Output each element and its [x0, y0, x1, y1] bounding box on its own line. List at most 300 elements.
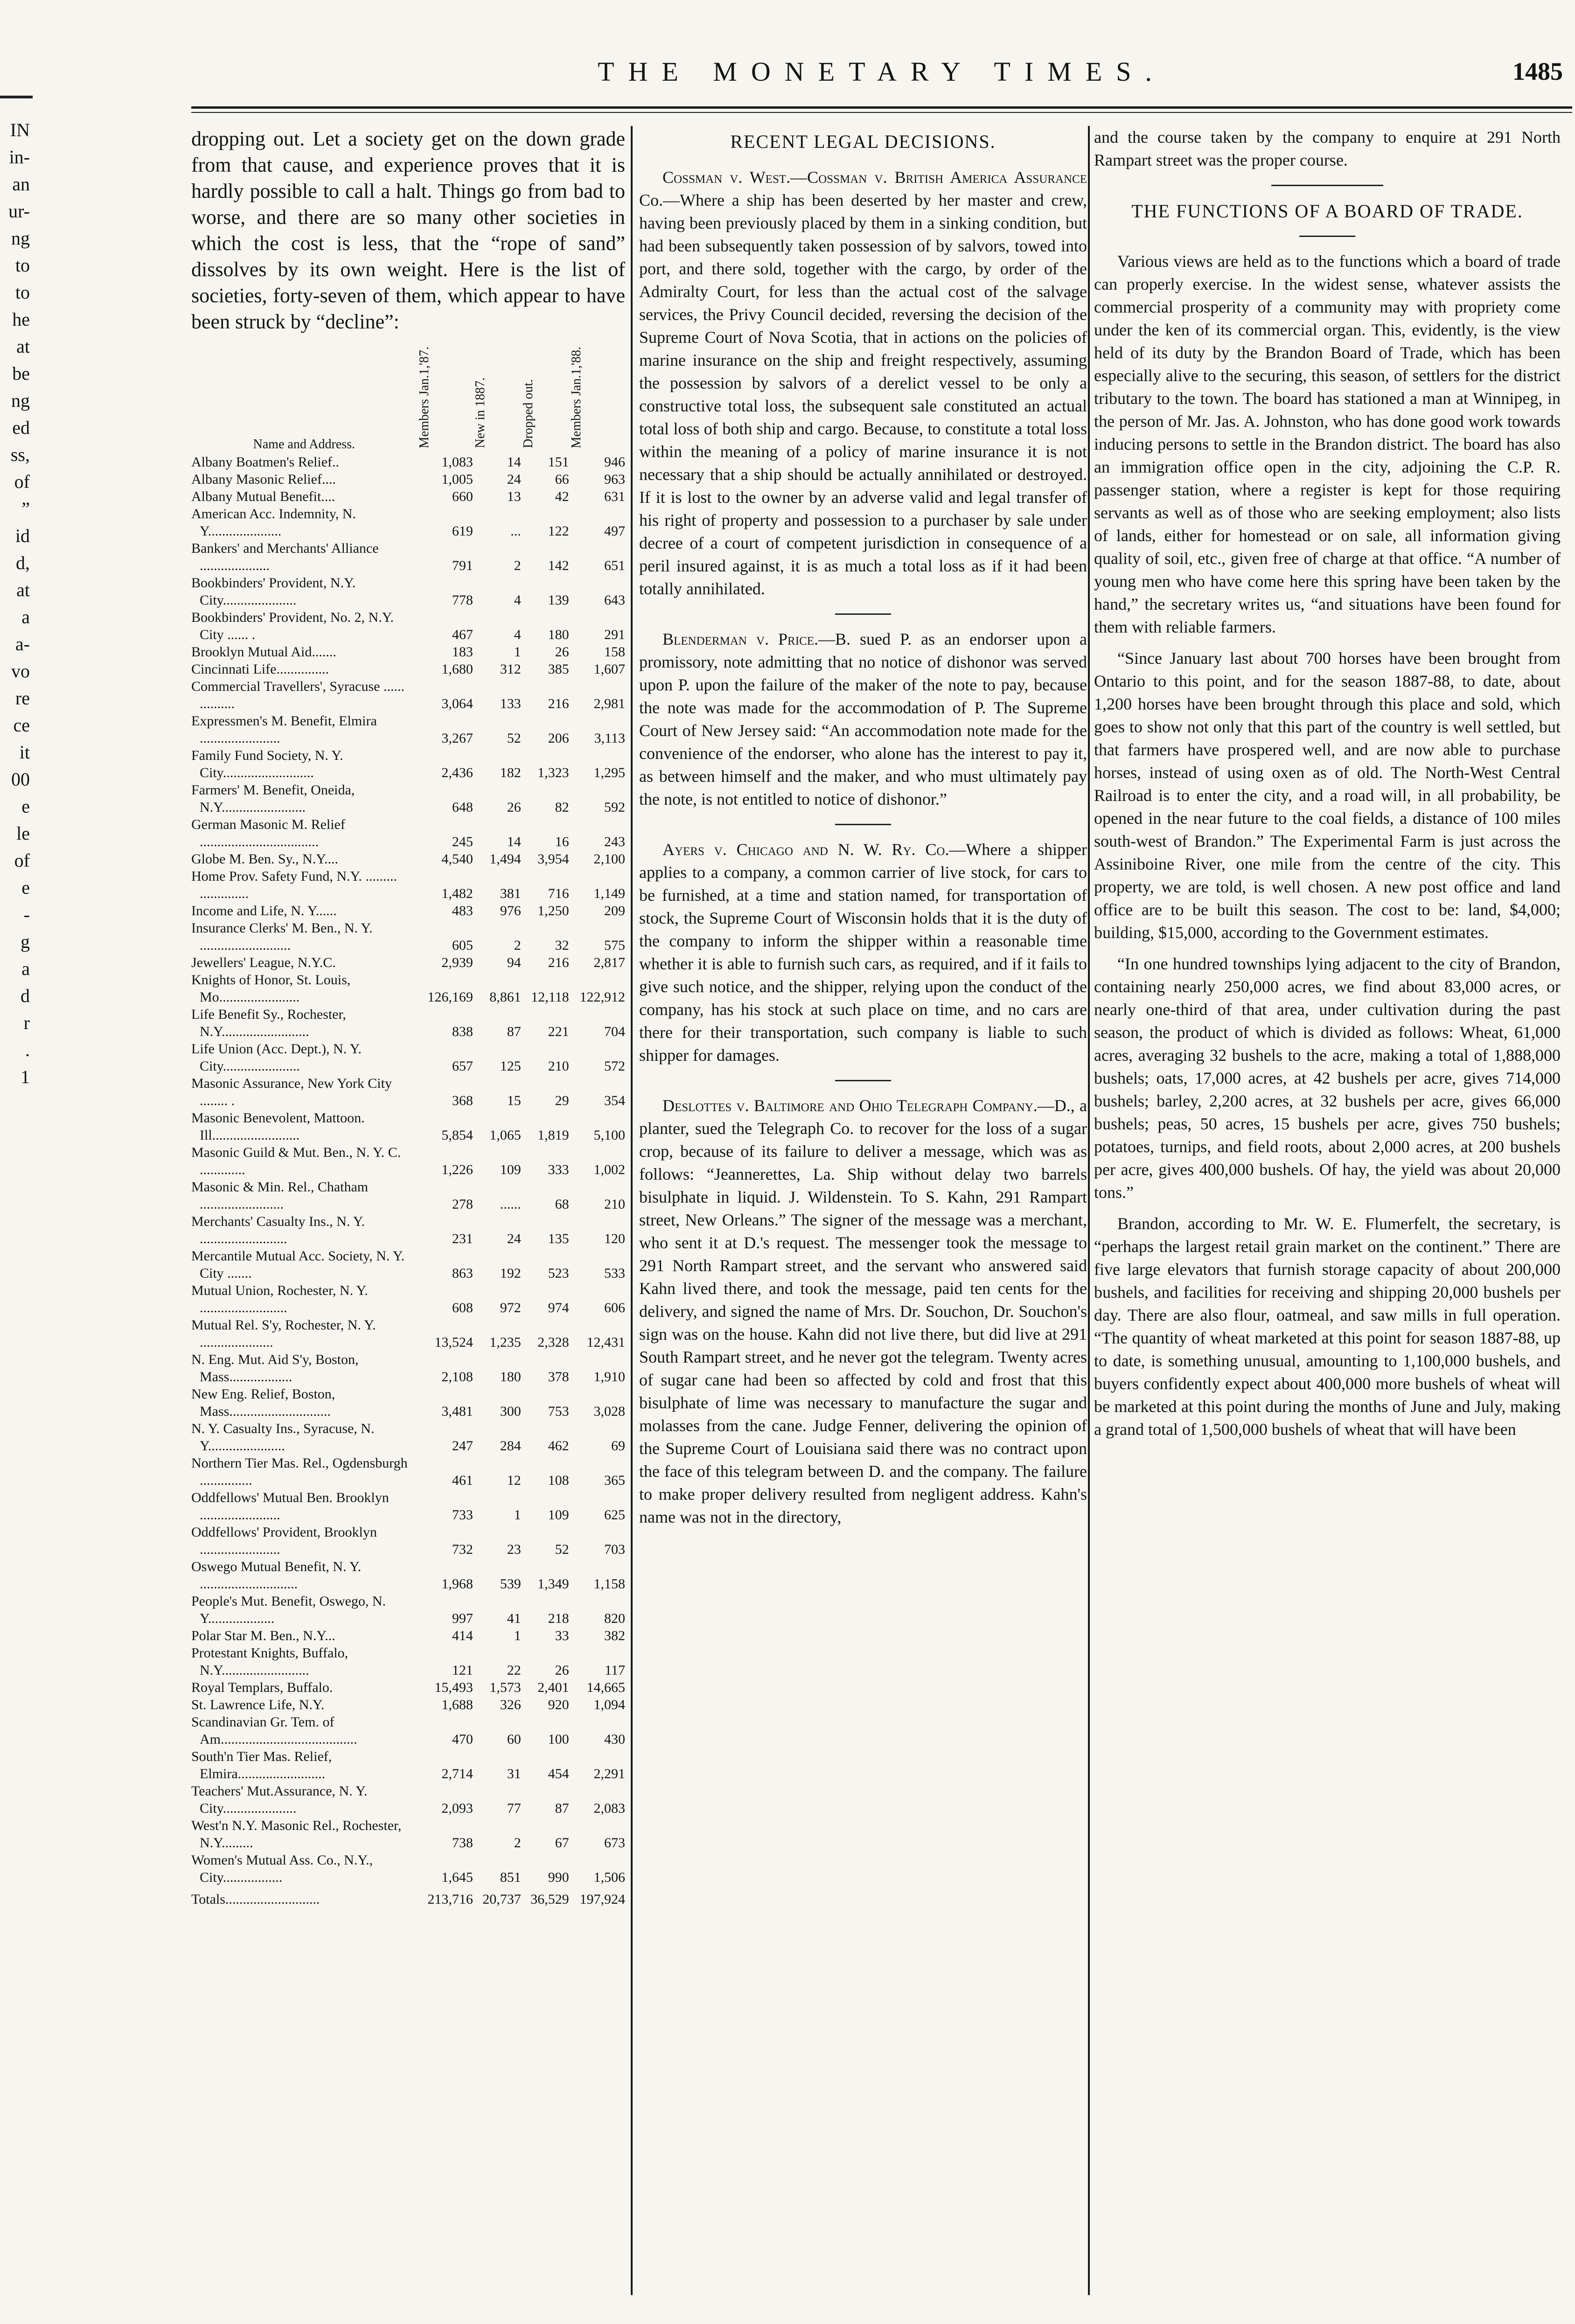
table-row [191, 1748, 625, 1782]
edge-fragment: to [15, 282, 30, 303]
table-cell: 4 [514, 592, 521, 608]
table-cell: 52 [555, 1542, 569, 1558]
society-name: Cincinnati Life............... [191, 661, 329, 677]
case-paragraph [639, 1094, 1087, 1529]
table-cell: 2 [514, 558, 521, 574]
case-title: Ayers v. Chicago and N. W. Ry. Co. [662, 840, 949, 859]
table-cell: 15 [507, 1093, 521, 1109]
table-cell: 326 [500, 1697, 521, 1713]
table-cell: 182 [500, 765, 521, 781]
table-cell: 3,113 [594, 731, 625, 746]
table-cell: 673 [604, 1835, 625, 1851]
table-cell: 1 [514, 1507, 521, 1523]
table-cell: 100 [548, 1732, 569, 1747]
article-paragraph: Brandon, according to Mr. W. E. Flumerfelt, the secretary, is “perhaps the largest retail grain market on the continent.” There are five large elevators that furnish storage capacity of about 200,000 bushels, and facilities for receiving and shipping 20,000 bushels per day. There are also flour, oatmeal, and saw mills in full operation. “The quantity of wheat marketed at this point for season 1887-88, up to date, is something unusual, amounting to 1,100,000 bushels, and buyers confidently expect about 400,000 more bushels of wheat will be marketed at this point during the months of June and July, making a grand total of 1,500,000 bushels of wheat that will have been [1094, 1214, 1561, 1439]
table-cell: 16 [555, 834, 569, 850]
table-cell: 31 [507, 1766, 521, 1782]
separator [835, 1080, 891, 1081]
case-text: Co.—Where a ship has been deserted by her master and crew, having been previously placed by them in a sinking condition, but had been subsequently taken possession of by salvors, towed into port, and there sold, together with the cargo, by order of the Admiralty Court, for less than the actual cost of the salvage services, the Privy Council decided, reversing the decision of the Supreme Court of Nova Scotia, that in actions on the policies of marine insurance on the ship and freight respectively, assuming the possession by salvors of a derelict vessel to be only a constructive total loss, the subsequent sale constituted an actual total loss of both ship and cargo. Because, to constitute a total loss within the meaning of a policy of marine insurance it is not necessary that a ship should be actually annihilated or destroyed. If it is lost to the owner by an adverse valid and legal transfer of his right of property and possession to a purchaser by sale under decree of a court of competent jurisdiction in consequence of a peril insured against, it is as much a total loss as if it had been totally annihilated. [639, 191, 1087, 598]
table-cell: 60 [507, 1732, 521, 1747]
table-cell: 753 [548, 1404, 569, 1419]
table-cell: 733 [452, 1507, 473, 1523]
table-cell: 120 [604, 1231, 625, 1247]
table-cell: 1,094 [593, 1697, 625, 1713]
society-name: American Acc. Indemnity, N. Y..................... [191, 506, 356, 539]
table-cell: 539 [500, 1576, 521, 1592]
table-cell: 300 [500, 1404, 521, 1419]
society-name: N. Eng. Mut. Aid S'y, Boston, Mass.................. [191, 1352, 359, 1385]
table-cell: 26 [555, 644, 569, 660]
society-name: Royal Templars, Buffalo. [191, 1680, 333, 1696]
society-name: Insurance Clerks' M. Ben., N. Y. .......................... [191, 920, 373, 953]
table-row [191, 902, 625, 919]
society-name: Masonic Guild & Mut. Ben., N. Y. C. ............. [191, 1145, 401, 1178]
table-cell: 631 [604, 489, 625, 505]
table-cell: 126,169 [427, 989, 473, 1005]
table-cell: 12,118 [531, 989, 569, 1005]
case-text: —Where a shipper applies to a company, a common carrier of live stock, for cars to be furnished, at a time and station named, for transportation of stock, the Supreme Court of Wisconsin holds that it is the duty of the company to inform the shipper within a reasonable time whether it is able to furnish such cars, as required, and if it fails to give such notice, and the shipper, relying upon the conduct of the company, has his stock at such place on time, and no cars are there for their transportation, such company is liable to such shipper for damages. [639, 840, 1087, 1065]
society-name: Mutual Union, Rochester, N. Y. ......................... [191, 1283, 368, 1316]
table-cell: 605 [452, 938, 473, 953]
table-row [191, 850, 625, 868]
table-row [191, 1454, 625, 1489]
edge-mark [0, 96, 33, 98]
society-name: Family Fund Society, N. Y. City.......................... [191, 748, 343, 781]
table-cell: 243 [604, 834, 625, 850]
table-row [191, 1109, 625, 1144]
article-paragraph: “In one hundred townships lying adjacent to the city of Brandon, containing nearly 250,000 acres, we find about 83,000 acres, or nearly one-third of that area, under cultivation during the past season, the product of which is divided as follows: Wheat, 61,000 acres, averaging 32 bushels to the acre, making a total of 1,888,000 bushels; oats, 17,000 acres, at 42 bushels per acre, gives 714,000 bushels; barley, 2,200 acres, at 32 bushels per acre, gives 66,000 bushels; peas, 50 acres, 15 bushels per acre, gives 750 bushels; potatoes, turnips, and field roots, about 2,000 acres, at 200 bushels per acre, gives 400,000 bushels. Of hay, the yield was about 20,000 tons.” [1094, 954, 1561, 1202]
article-paragraph: Various views are held as to the functions which a board of trade can properly exercise. In the widest sense, whatever assists the commercial prosperity of a community may with propriety come under the ken of its commercial organ. This, evidently, is the view held of its duty by the Brandon Board of Trade, which has been especially alive to the securing, this season, of settlers for the district tributary to the town. The board has stationed a man at Winnipeg, in the person of Mr. Jas. A. Johnston, who has done good work towards inducing persons to settle in the Brandon district. The board has also an immigration office open in the city, adjoining the C.P. R. passenger station, where a register is kept for those requiring servants as well as of those who are seeking employment; also lists of lands, either for homestead or on sale, all information giving quality of soil, etc., given free of charge at that office. “A number of young men who have come here this spring have been taken by the hand,” the secretary writes us, “and situations have been found for them with reliable farmers. [1094, 252, 1561, 636]
table-cell: 2,714 [441, 1766, 473, 1782]
table-cell: 946 [604, 454, 625, 470]
table-cell: 1,688 [441, 1697, 473, 1713]
society-name: Oswego Mutual Benefit, N. Y. ............................ [191, 1559, 362, 1592]
edge-fragment: of [14, 850, 30, 871]
table-cell: 470 [452, 1732, 473, 1747]
table-row [191, 868, 625, 902]
table-cell: 732 [452, 1542, 473, 1558]
society-name: Brooklyn Mutual Aid....... [191, 644, 336, 660]
table-cell: 52 [507, 731, 521, 746]
table-cell: 221 [548, 1024, 569, 1040]
case-title: Blenderman v. Price. [662, 630, 818, 648]
table-cell: 381 [500, 886, 521, 902]
table-cell: 151 [548, 454, 569, 470]
table-cell: 976 [500, 903, 521, 919]
header-name: Name and Address. [253, 437, 355, 452]
table-row [191, 540, 625, 574]
table-cell: 651 [604, 558, 625, 574]
table-cell: 1,910 [593, 1369, 625, 1385]
table-cell: 2,939 [441, 955, 473, 971]
society-name: Bookbinders' Provident, No. 2, N.Y. City ...... . [191, 610, 394, 643]
table-cell: 32 [555, 938, 569, 953]
table-cell: 382 [604, 1628, 625, 1644]
edge-fragment: ce [13, 715, 30, 736]
society-name: Life Benefit Sy., Rochester, N.Y......................... [191, 1007, 346, 1040]
table-cell: 13 [507, 489, 521, 505]
table-cell: 8,861 [489, 989, 521, 1005]
table-cell: 1,680 [441, 661, 473, 677]
society-name: Polar Star M. Ben., N.Y... [191, 1628, 335, 1644]
table-cell: 851 [500, 1870, 521, 1886]
table-cell: 648 [452, 800, 473, 815]
table-cell: 1,250 [537, 903, 569, 919]
society-name: Masonic Assurance, New York City ........ . [191, 1076, 392, 1109]
table-row [191, 1558, 625, 1593]
case-paragraph [639, 166, 1087, 600]
table-cell: 82 [555, 800, 569, 815]
edge-fragment: e [21, 877, 30, 898]
table-cell: 69 [611, 1438, 625, 1454]
edge-fragment: ng [11, 390, 30, 411]
edge-fragment: it [19, 742, 30, 763]
edge-fragment: a [21, 958, 30, 979]
edge-fragment: he [12, 309, 30, 330]
table-cell: 523 [548, 1266, 569, 1281]
table-cell: 606 [604, 1300, 625, 1316]
table-cell: 454 [548, 1766, 569, 1782]
table-cell: 139 [548, 592, 569, 608]
table-row [191, 712, 625, 747]
table-row [191, 505, 625, 540]
table-row [191, 1627, 625, 1644]
table-cell: 2,401 [537, 1680, 569, 1696]
table-cell: 231 [452, 1231, 473, 1247]
table-cell: 378 [548, 1369, 569, 1385]
table-cell: 1,645 [441, 1870, 473, 1886]
society-name: Teachers' Mut.Assurance, N. Y. City..................... [191, 1783, 368, 1816]
table-cell: 1,494 [489, 851, 521, 867]
totals-cell: 36,529 [530, 1892, 569, 1907]
continuation-paragraph: and the course taken by the company to enquire at 291 North Rampart street was the proper course. [1094, 128, 1561, 169]
table-cell: 920 [548, 1697, 569, 1713]
table-cell: 1,349 [537, 1576, 569, 1592]
table-row [191, 1817, 625, 1851]
table-body [191, 453, 625, 1886]
table-row [191, 1782, 625, 1817]
table-cell: 158 [604, 644, 625, 660]
society-name: Protestant Knights, Buffalo, N.Y......................... [191, 1645, 348, 1678]
table-cell: 1,323 [537, 765, 569, 781]
table-cell: 3,954 [537, 851, 569, 867]
table-cell: 66 [555, 472, 569, 487]
table-cell: 22 [507, 1663, 521, 1678]
societies-table [191, 344, 625, 1908]
table-cell: 180 [500, 1369, 521, 1385]
totals-cell: 213,716 [427, 1892, 473, 1907]
table-cell: 791 [452, 558, 473, 574]
table-cell: 1,235 [489, 1335, 521, 1350]
table-cell: 1,065 [489, 1127, 521, 1143]
edge-fragment: re [15, 688, 30, 709]
table-row [191, 1282, 625, 1316]
page-number: 1485 [1512, 57, 1563, 85]
table-row [191, 1420, 625, 1454]
table-cell: 716 [548, 886, 569, 902]
edge-fragment: d [21, 985, 30, 1006]
society-name: N. Y. Casualty Ins., Syracuse, N. Y...................... [191, 1421, 375, 1454]
table-cell: 125 [500, 1058, 521, 1074]
table-row [191, 1644, 625, 1679]
table-cell: 619 [452, 523, 473, 539]
society-name: Albany Boatmen's Relief.. [191, 454, 340, 470]
masthead [191, 47, 1572, 103]
table-cell: 2,328 [537, 1335, 569, 1350]
society-name: Expressmen's M. Benefit, Elmira ....................... [191, 713, 377, 746]
table-cell: 210 [548, 1058, 569, 1074]
newspaper-title: THE MONETARY TIMES. [598, 56, 1166, 87]
table-cell: 354 [604, 1093, 625, 1109]
society-name: Masonic Benevolent, Mattoon. Ill......................... [191, 1110, 365, 1143]
table-cell: 2,817 [593, 955, 625, 971]
edge-fragment: ” [21, 498, 30, 519]
header-members-88: Members Jan.1,'88. [569, 347, 584, 449]
case-paragraph [639, 838, 1087, 1067]
table-row [191, 1144, 625, 1178]
table-cell: 3,267 [441, 731, 473, 746]
table-cell: 1,002 [593, 1162, 625, 1178]
table-row [191, 747, 625, 781]
table-cell: 5,100 [593, 1127, 625, 1143]
table-cell: 972 [500, 1300, 521, 1316]
table-cell: 24 [507, 472, 521, 487]
table-row [191, 1593, 625, 1627]
totals-cell: 197,924 [579, 1892, 625, 1907]
table-row [191, 661, 625, 678]
table-row [191, 1679, 625, 1696]
table-cell: 1,506 [593, 1870, 625, 1886]
table-cell: 77 [507, 1801, 521, 1816]
table-row [191, 453, 625, 471]
table-cell: 12,431 [586, 1335, 625, 1350]
totals-row [191, 1886, 625, 1908]
table-cell: 1,819 [537, 1127, 569, 1143]
society-name: Oddfellows' Provident, Brooklyn ....................... [191, 1524, 377, 1558]
society-name: Northern Tier Mas. Rel., Ogdensburgh ............... [191, 1455, 408, 1489]
table-cell: 657 [452, 1058, 473, 1074]
table-cell: 963 [604, 472, 625, 487]
table-row [191, 1213, 625, 1247]
edge-fragment: of [14, 471, 30, 492]
table-cell: 467 [452, 627, 473, 643]
society-name: Income and Life, N. Y...... [191, 903, 337, 919]
facing-page-fragments [0, 117, 33, 1091]
table-cell: 2 [514, 1835, 521, 1851]
masthead-rule [191, 106, 1572, 109]
intro-paragraph: dropping out. Let a society get on the down grade from that cause, and experience proves that it is hardly possible to call a halt. Things go from bad to worse, and there are so many other societies in which the cost is less, that the “rope of sand” dissolves by its own weight. Here is the list of societies, forty-seven of them, which appear to have been struck by “decline”: [191, 127, 625, 333]
table-cell: 117 [605, 1663, 625, 1678]
edge-fragment: vo [11, 661, 30, 682]
edge-fragment: ur- [8, 201, 30, 222]
table-cell: 575 [604, 938, 625, 953]
table-cell: 1,968 [441, 1576, 473, 1592]
edge-fragment: id [15, 525, 30, 546]
edge-fragment: a [21, 606, 30, 627]
table-cell: 4 [514, 627, 521, 643]
table-cell: 461 [452, 1473, 473, 1489]
section-heading: THE FUNCTIONS OF A BOARD OF TRADE. [1131, 201, 1523, 222]
table-cell: ... [510, 523, 521, 539]
table-row [191, 678, 625, 712]
table-cell: 497 [604, 523, 625, 539]
table-cell: 14 [507, 454, 521, 470]
table-cell: 14 [507, 834, 521, 850]
society-name: Mutual Rel. S'y, Rochester, N. Y. ..................... [191, 1317, 376, 1350]
table-row [191, 1351, 625, 1385]
table-cell: 838 [452, 1024, 473, 1040]
table-row [191, 1316, 625, 1351]
table-row [191, 488, 625, 505]
edge-fragment: at [16, 336, 30, 357]
table-cell: 643 [604, 592, 625, 608]
table-cell: 703 [604, 1542, 625, 1558]
table-cell: 24 [507, 1231, 521, 1247]
table-cell: 990 [548, 1870, 569, 1886]
table-cell: 210 [604, 1197, 625, 1212]
table-cell: 1,573 [489, 1680, 521, 1696]
edge-fragment: . [25, 1039, 30, 1060]
table-cell: 1,005 [441, 472, 473, 487]
table-cell: 414 [452, 1628, 473, 1644]
table-cell: 216 [548, 696, 569, 712]
table-row [191, 1524, 625, 1558]
society-name: Albany Masonic Relief.... [191, 472, 336, 487]
table-cell: 67 [555, 1835, 569, 1851]
case-paragraph [639, 628, 1087, 811]
table-cell: 15,493 [434, 1680, 473, 1696]
edge-fragment: at [16, 579, 30, 600]
edge-fragment: ed [12, 417, 30, 438]
column-board-of-trade [1094, 126, 1561, 1449]
table-cell: 1,482 [441, 886, 473, 902]
case-title: Deslottes v. Baltimore and Ohio Telegraph Company. [662, 1096, 1038, 1115]
table-cell: 108 [548, 1473, 569, 1489]
masthead-rule-thin [191, 112, 1572, 113]
table-cell: 87 [507, 1024, 521, 1040]
table-row [191, 1385, 625, 1420]
table-cell: 1,295 [593, 765, 625, 781]
table-cell: 2,083 [593, 1801, 625, 1816]
society-name: People's Mut. Benefit, Oswego, N. Y................... [191, 1593, 386, 1627]
society-name: Home Prov. Safety Fund, N.Y. ......... .............. [191, 869, 397, 902]
society-name: Scandinavian Gr. Tem. of Am....................................... [191, 1714, 357, 1747]
table-cell: 284 [500, 1438, 521, 1454]
table-cell: 1,226 [441, 1162, 473, 1178]
table-cell: 122,912 [579, 989, 625, 1005]
society-name: Bankers' and Merchants' Alliance .................... [191, 541, 379, 574]
section-heading: RECENT LEGAL DECISIONS. [730, 131, 996, 152]
edge-fragment: to [15, 255, 30, 276]
table-cell: 660 [452, 489, 473, 505]
totals-cell: 20,737 [482, 1892, 521, 1907]
society-name: Oddfellows' Mutual Ben. Brooklyn ....................... [191, 1490, 389, 1523]
table-row [191, 643, 625, 661]
table-row [191, 1006, 625, 1040]
society-name: Farmers' M. Benefit, Oneida, N.Y........................ [191, 782, 355, 815]
table-cell: 5,854 [441, 1127, 473, 1143]
header-new: New in 1887. [473, 377, 488, 449]
column-divider [1088, 126, 1090, 2295]
table-cell: 462 [548, 1438, 569, 1454]
table-row [191, 971, 625, 1006]
table-row [191, 1178, 625, 1213]
table-row [191, 1713, 625, 1748]
table-cell: ...... [500, 1197, 521, 1212]
society-name: Bookbinders' Provident, N.Y. City..................... [191, 575, 356, 608]
edge-fragment: - [23, 904, 30, 925]
edge-fragment: 1 [21, 1066, 30, 1087]
table-cell: 2,436 [441, 765, 473, 781]
table-cell: 483 [452, 903, 473, 919]
table-cell: 368 [452, 1093, 473, 1109]
table-row [191, 781, 625, 816]
table-row [191, 1075, 625, 1109]
society-name: Mercantile Mutual Acc. Society, N. Y. City ....... [191, 1248, 405, 1281]
table-cell: 1,158 [593, 1576, 625, 1592]
society-name: Jewellers' League, N.Y.C. [191, 955, 336, 971]
table-cell: 183 [452, 644, 473, 660]
edge-fragment: ss, [10, 444, 30, 465]
edge-fragment: be [12, 363, 30, 384]
table-cell: 2,100 [593, 851, 625, 867]
table-cell: 121 [452, 1663, 473, 1678]
table-cell: 133 [500, 696, 521, 712]
society-name: Knights of Honor, St. Louis, Mo....................... [191, 972, 351, 1005]
edge-fragment: ng [11, 228, 30, 249]
table-cell: 122 [548, 523, 569, 539]
table-cell: 1 [514, 1628, 521, 1644]
column-legal-decisions [639, 126, 1087, 1537]
table-cell: 592 [604, 800, 625, 815]
table-cell: 625 [604, 1507, 625, 1523]
separator [1299, 236, 1355, 237]
table-cell: 135 [548, 1231, 569, 1247]
society-name: Albany Mutual Benefit.... [191, 489, 335, 505]
totals-label: Totals........................... [191, 1892, 320, 1907]
table-cell: 704 [604, 1024, 625, 1040]
table-cell: 1,083 [441, 454, 473, 470]
table-cell: 14,665 [586, 1680, 625, 1696]
edge-fragment: e [21, 796, 30, 817]
header-members-87: Members Jan.1,'87. [417, 347, 432, 449]
edge-fragment: g [21, 931, 30, 952]
edge-fragment: in- [9, 146, 30, 167]
society-name: South'n Tier Mas. Relief, Elmira......................... [191, 1749, 332, 1782]
table-cell: 1 [514, 644, 521, 660]
table-cell: 1,607 [593, 661, 625, 677]
table-cell: 312 [500, 661, 521, 677]
column-societies [191, 126, 625, 1908]
table-cell: 29 [555, 1093, 569, 1109]
table-cell: 180 [548, 627, 569, 643]
table-cell: 68 [555, 1197, 569, 1212]
table-cell: 42 [555, 489, 569, 505]
society-name: Merchants' Casualty Ins., N. Y. ......................... [191, 1214, 365, 1247]
table-row [191, 816, 625, 850]
case-text: —D., a planter, sued the Telegraph Co. to recover for the loss of a sugar crop, because of its failure to deliver a message, which was as follows: “Jeannerettes, La. Ship without delay two barrels bisulphate in liquid. J. Wildenstein. To S. Kahn, 291 Rampart street, New Orleans.” The signer of the message was a merchant, who sent it at D.'s request. The messenger took the message to 291 North Rampart street, and the servant who answered said Kahn lived there, and took the message, paid ten cents for the delivery, and signed the name of Mrs. Dr. Souchon, Dr. Souchon's sign was on the house. Kahn did not live there, but did live at 291 South Rampart street, and he never got the telegram. Twenty acres of sugar cane had been so affected by cold and frost that this bisulphate of lime was necessary to manufacture the sugar and molasses from the cane. Judge Fenner, delivering the opinion of the Supreme Court of Louisiana said there was no contract upon the face of this telegram between D. and the company. The failure to make proper delivery resulted from negligent address. Kahn's name was not in the directory, [639, 1096, 1087, 1526]
table-cell: 863 [452, 1266, 473, 1281]
table-cell: 430 [604, 1732, 625, 1747]
table-row [191, 1040, 625, 1075]
column-divider [631, 126, 633, 2295]
table-row [191, 1489, 625, 1524]
edge-fragment: d, [16, 552, 30, 573]
table-cell: 291 [604, 627, 625, 643]
table-cell: 209 [604, 903, 625, 919]
table-row [191, 954, 625, 971]
table-cell: 333 [548, 1162, 569, 1178]
